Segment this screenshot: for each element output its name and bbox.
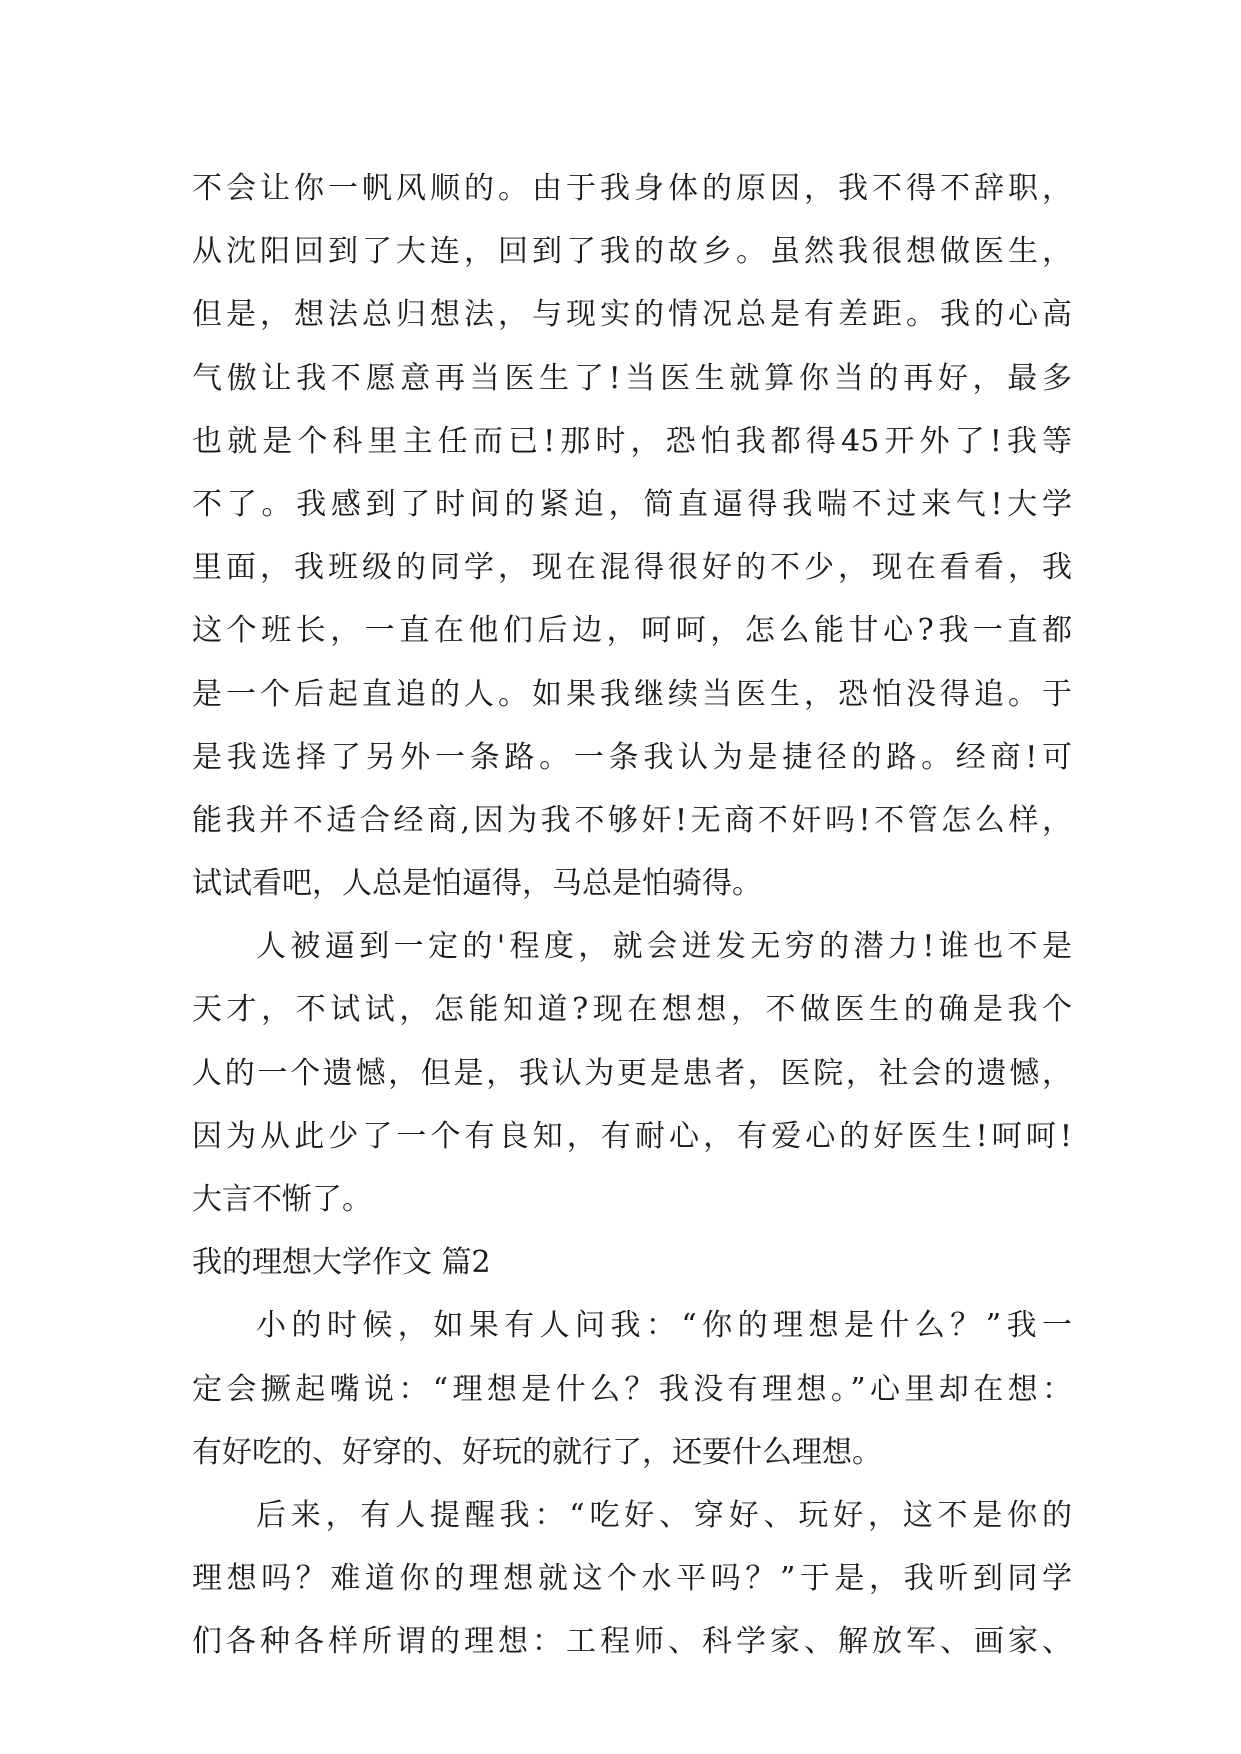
text-line: 是一个后起直追的人。如果我继续当医生，恐怕没得追。于: [192, 676, 1072, 712]
text-line: 试试看吧，人总是怕逼得，马总是怕骑得。: [192, 866, 762, 902]
paragraph: [192, 1484, 1072, 1674]
text-line: 人被逼到一定的'程度，就会迸发无穷的潜力!谁也不是: [256, 929, 1072, 965]
text-line: 这个班长，一直在他们后边，呵呵，怎么能甘心?我一直都: [192, 613, 1072, 649]
paragraph: [192, 1294, 1072, 1484]
text-line: 因为从此少了一个有良知，有耐心，有爱心的好医生!呵呵!: [192, 1118, 1072, 1154]
text-line: 但是，想法总归想法，与现实的情况总是有差距。我的心高: [192, 297, 1072, 333]
text-line: 小的时候，如果有人问我：“你的理想是什么？”我一: [256, 1308, 1072, 1344]
text-line: 里面，我班级的同学，现在混得很好的不少，现在看看，我: [192, 550, 1072, 586]
text-line: 从沈阳回到了大连，回到了我的故乡。虽然我很想做医生，: [192, 234, 1072, 270]
text-line: 天才，不试试，怎能知道?现在想想，不做医生的确是我个: [192, 992, 1072, 1028]
paragraph: [192, 157, 1072, 915]
text-line: 是我选择了另外一条路。一条我认为是捷径的路。经商!可: [192, 739, 1072, 775]
paragraph: [192, 915, 1072, 1231]
text-line: 能我并不适合经商,因为我不够奸!无商不奸吗!不管怎么样，: [192, 802, 1072, 838]
text-line: 不会让你一帆风顺的。由于我身体的原因，我不得不辞职，: [192, 171, 1072, 206]
text-line: 也就是个科里主任而已!那时，恐怕我都得45开外了!我等: [192, 423, 1072, 459]
text-line: 后来，有人提醒我：“吃好、穿好、玩好，这不是你的: [256, 1497, 1072, 1533]
text-line: 人的一个遗憾，但是，我认为更是患者，医院，社会的遗憾，: [192, 1055, 1072, 1091]
document-body: [192, 157, 1072, 1674]
text-line: 有好吃的、好穿的、好玩的就行了，还要什么理想。: [192, 1434, 882, 1470]
text-line: 理想吗？难道你的理想就这个水平吗？”于是，我听到同学: [192, 1561, 1072, 1597]
text-line: 气傲让我不愿意再当医生了!当医生就算你当的再好，最多: [192, 360, 1072, 396]
text-line: 定会撅起嘴说：“理想是什么？我没有理想。”心里却在想：: [192, 1371, 1072, 1407]
text-line: 们各种各样所谓的理想：工程师、科学家、解放军、画家、: [192, 1624, 1072, 1660]
text-line: 大言不惭了。: [192, 1182, 372, 1217]
section-heading: 我的理想大学作文 篇2: [192, 1245, 491, 1281]
text-line: 不了。我感到了时间的紧迫，简直逼得我喘不过来气!大学: [192, 486, 1072, 522]
